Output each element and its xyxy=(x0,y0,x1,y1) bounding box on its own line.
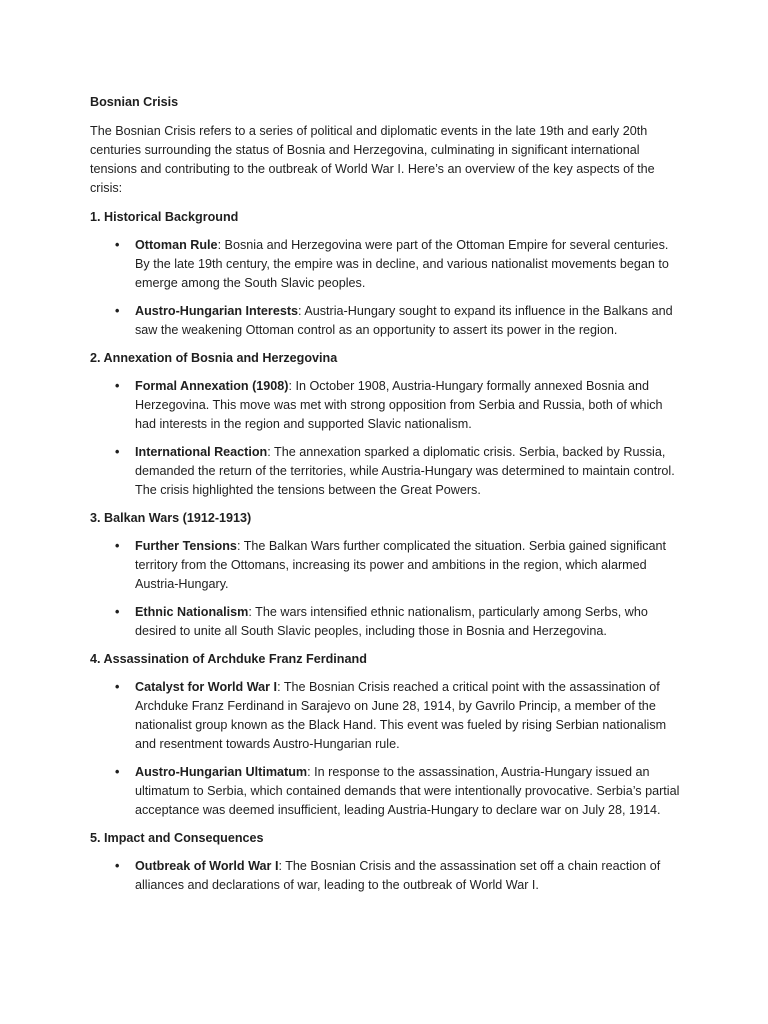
bullet-icon: • xyxy=(115,680,120,694)
bullet-text: : Bosnia and Herzegovina were part of the Ottoman Empire for several centuries. By the late 19th century, the empire was in decline, and various nationalist movements began to emerge among the South Slavic peoples. xyxy=(135,238,669,290)
bullet-term: Austro-Hungarian Ultimatum xyxy=(135,765,308,779)
section-heading: 1. Historical Background xyxy=(90,210,239,224)
section-heading: 4. Assassination of Archduke Franz Ferdinand xyxy=(90,652,367,666)
bullet-list xyxy=(90,377,680,500)
list-item xyxy=(90,763,680,820)
document-title: Bosnian Crisis xyxy=(90,95,179,109)
bullet-icon: • xyxy=(115,765,120,779)
bullet-icon: • xyxy=(115,539,120,553)
intro-paragraph: The Bosnian Crisis refers to a series of political and diplomatic events in the late 19th and early 20th centuries surrounding the status of Bosnia and Herzegovina, culminating in significant international tensions and contributing to the outbreak of World War I. Here’s an overview of the key aspects of the crisis: xyxy=(90,124,655,195)
list-item xyxy=(90,857,680,895)
bullet-term: Outbreak of World War I xyxy=(135,859,279,873)
bullet-list xyxy=(90,678,680,820)
list-item xyxy=(90,377,680,434)
bullet-icon: • xyxy=(115,238,120,252)
bullet-text: : The wars intensified ethnic nationalism, particularly among Serbs, who desired to unite all South Slavic peoples, including those in Bosnia and Herzegovina. xyxy=(135,605,648,638)
bullet-text: : Austria-Hungary sought to expand its influence in the Balkans and saw the weakening Ottoman control as an opportunity to assert its power in the region. xyxy=(135,304,673,337)
bullet-list xyxy=(90,857,680,895)
list-item xyxy=(90,443,680,500)
bullet-term: Formal Annexation (1908) xyxy=(135,379,289,393)
section-balkan-wars xyxy=(90,509,680,641)
section-historical-background xyxy=(90,208,680,340)
section-heading: 3. Balkan Wars (1912-1913) xyxy=(90,511,252,525)
list-item xyxy=(90,603,680,641)
bullet-list xyxy=(90,537,680,641)
bullet-term: Further Tensions xyxy=(135,539,237,553)
section-heading: 5. Impact and Consequences xyxy=(90,831,264,845)
bullet-list xyxy=(90,236,680,340)
bullet-text: : In October 1908, Austria-Hungary formally annexed Bosnia and Herzegovina. This move was met with strong opposition from Serbia and Russia, both of which had interests in the region and supported Slavic nationalism. xyxy=(135,379,663,431)
bullet-icon: • xyxy=(115,445,120,459)
bullet-icon: • xyxy=(115,605,120,619)
bullet-term: Catalyst for World War I xyxy=(135,680,278,694)
document-page xyxy=(90,93,680,904)
list-item xyxy=(90,302,680,340)
section-assassination xyxy=(90,650,680,820)
list-item xyxy=(90,537,680,594)
bullet-text: : The Balkan Wars further complicated the situation. Serbia gained significant territory from the Ottomans, increasing its power and ambitions in the region, which alarmed Austria-Hungary. xyxy=(135,539,667,591)
section-annexation xyxy=(90,349,680,500)
bullet-icon: • xyxy=(115,304,120,318)
bullet-text: : The Bosnian Crisis reached a critical point with the assassination of Archduke Franz Ferdinand in Sarajevo on June 28, 1914, by Gavrilo Princip, a member of the nationalist group known as the Black Hand. This event was fueled by rising Serbian nationalism and resentment towards Austro-Hungarian rule. xyxy=(135,680,667,751)
bullet-term: Ottoman Rule xyxy=(135,238,218,252)
list-item xyxy=(90,236,680,293)
bullet-text: : The annexation sparked a diplomatic crisis. Serbia, backed by Russia, demanded the return of the territories, while Austria-Hungary was determined to maintain control. The crisis highlighted the tensions between the Great Powers. xyxy=(135,445,675,497)
bullet-term: Austro-Hungarian Interests xyxy=(135,304,299,318)
bullet-text: : In response to the assassination, Austria-Hungary issued an ultimatum to Serbia, which contained demands that were intentionally provocative. Serbia’s partial acceptance was deemed insufficient, leading Austria-Hungary to declare war on July 28, 1914. xyxy=(135,765,680,817)
bullet-term: Ethnic Nationalism xyxy=(135,605,249,619)
list-item xyxy=(90,678,680,754)
bullet-term: International Reaction xyxy=(135,445,268,459)
section-heading: 2. Annexation of Bosnia and Herzegovina xyxy=(90,351,338,365)
bullet-text: : The Bosnian Crisis and the assassination set off a chain reaction of alliances and declarations of war, leading to the outbreak of World War I. xyxy=(135,859,661,892)
bullet-icon: • xyxy=(115,859,120,873)
section-impact xyxy=(90,829,680,895)
bullet-icon: • xyxy=(115,379,120,393)
